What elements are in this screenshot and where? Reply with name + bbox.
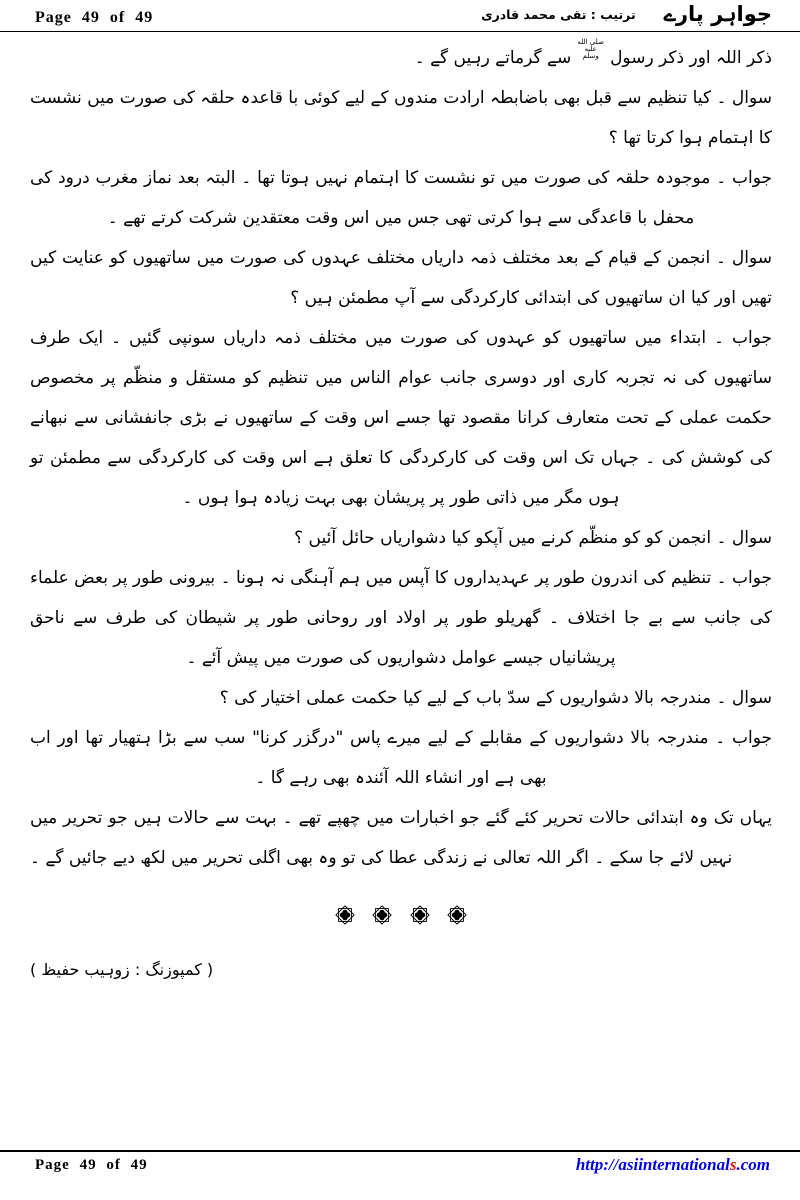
ornament-divider	[30, 904, 772, 926]
website-link[interactable]	[576, 1155, 770, 1175]
continuation-text-pre: ذکر اللہ اور ذکر رسول	[610, 48, 772, 68]
closing-paragraph: یہاں تک وہ ابتدائی حالات تحریر کئے گئے جو اخبارات میں چھپے تھے ۔ بہت سے حالات ہیں جو تحریر میں نہیں لائے جا سکے ۔ اگر اللہ تعالی نے زندگی عطا کی تو وہ بھی اگلی تحریر میں لکھ دیے جائیں گے ۔	[30, 808, 772, 868]
honorific-sallallahu-alayhi-wasallam-icon: صلى الله عليه وسلم	[577, 38, 604, 60]
question-paragraph: سوال ۔ کیا تنظیم سے قبل بھی باضابطہ ارادت مندوں کے لیے کوئی با قاعدہ حلقہ کی صورت میں نشست کا اہتمام ہوا کرتا تھا ؟	[30, 88, 772, 148]
answer-paragraph: جواب ۔ مندرجہ بالا دشواریوں کے مقابلے کے لیے میرے پاس "درگزر کرنا" سب سے بڑا ہتھیار تھا اور اب بھی ہے اور انشاء اللہ آئندہ بھی رہے گا ۔	[30, 728, 772, 788]
answer-paragraph: جواب ۔ تنظیم کی اندرون طور پر عہدیداروں کا آپس میں ہم آہنگی نہ ہونا ۔ بیرونی طور پر بعض علماء کی جانب سے بے جا اختلاف ۔ گھریلو طور پر اولاد اور روحانی طور پر شیطان کی طرف سے ناحق پریشانیاں جیسے عوامل دشواریوں کی صورت میں پیش آئے ۔	[30, 568, 772, 668]
continuation-text-post: سے گرماتے رہیں گے ۔	[414, 48, 572, 68]
website-link-highlight: s	[729, 1155, 737, 1174]
rub-el-hizb-star-icon	[334, 904, 356, 926]
question-paragraph: سوال ۔ مندرجہ بالا دشواریوں کے سدّ باب کے لیے کیا حکمت عملی اختیار کی ؟	[219, 688, 772, 708]
question-paragraph: سوال ۔ انجمن کو کو منظّم کرنے میں آپکو کیا دشواریاں حائل آئیں ؟	[294, 528, 772, 548]
answer-paragraph: جواب ۔ ابتداء میں ساتھیوں کو عہدوں کی صورت میں مختلف ذمہ داریاں سونپی گئیں ۔ ایک طرف ساتھیوں کی نہ تجربہ کاری اور دوسری جانب عوام الناس میں تنظیم کو مستقل و منظّم پر مخصوص حکمت عملی کے تحت متعارف کرانا مقصود تھا جسے اس وقت کے ساتھیوں نے بڑی جانفشانی سے نبھانے کی کوشش کی ۔ جہاں تک اس وقت کی کارکردگی کا تعلق ہے اس وقت کی کارکردگی سے مطمئن تو ہوں مگر میں ذاتی طور پر پریشان بھی بہت زیادہ ہوا ہوں ۔	[30, 328, 772, 508]
footer-page-number: Page 49 of 49	[35, 1157, 148, 1173]
header-divider	[0, 31, 800, 32]
composer-note: ( کمپوزنگ : زوہیب حفیظ )	[30, 960, 214, 979]
body-text	[30, 38, 772, 990]
website-link-suffix: .com	[736, 1155, 770, 1174]
website-link-prefix: http://asiinternational	[575, 1155, 730, 1174]
paragraph-continuation	[30, 38, 772, 78]
book-title: جواہر پارے	[663, 2, 772, 26]
rub-el-hizb-star-icon	[409, 904, 431, 926]
header-page-number: Page 49 of 49	[35, 9, 154, 26]
rub-el-hizb-star-icon	[446, 904, 468, 926]
footer-divider	[0, 1150, 800, 1152]
answer-paragraph: جواب ۔ موجودہ حلقہ کی صورت میں تو نشست کا اہتمام نہیں ہوتا تھا ۔ البتہ بعد نماز مغرب درود کی محفل با قاعدگی سے ہوا کرتی تھی جس میں اس وقت معتقدین شرکت کرتے تھے ۔	[30, 168, 772, 228]
header-title-block	[481, 2, 772, 26]
compiler-name: ترتیب : تقی محمد قادری	[481, 6, 636, 22]
question-paragraph: سوال ۔ انجمن کے قیام کے بعد مختلف ذمہ داریاں مختلف عہدوں کی صورت میں ساتھیوں کو عنایت کیں تھیں اور کیا ان ساتھیوں کی ابتدائی کارکردگی سے آپ مطمئن ہیں ؟	[30, 248, 772, 308]
rub-el-hizb-star-icon	[371, 904, 393, 926]
